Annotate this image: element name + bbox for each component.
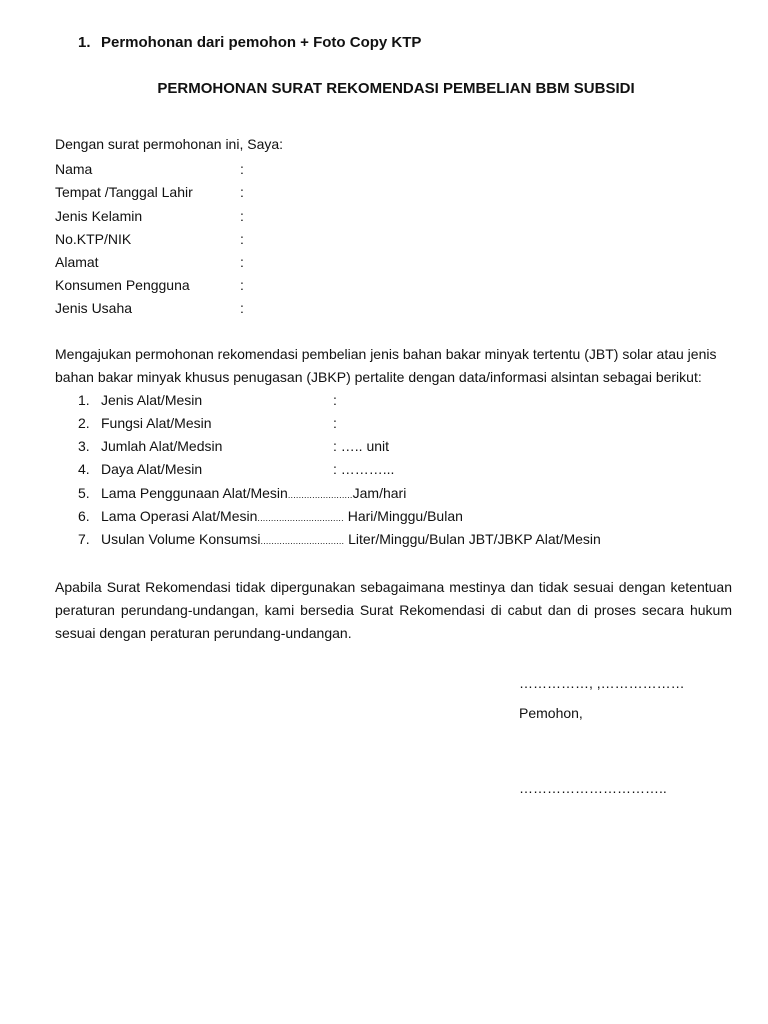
list-item-unit: Hari/Minggu/Bulan [343, 508, 463, 524]
field-label-ktp-nik: No.KTP/NIK [55, 231, 132, 247]
list-item-value: : [333, 415, 337, 431]
document-title: PERMOHONAN SURAT REKOMENDASI PEMBELIAN BBM SUBSIDI [157, 80, 635, 97]
field-label-jenis-kelamin: Jenis Kelamin [55, 208, 143, 224]
field-colon: : [240, 300, 244, 316]
closing-paragraph: Apabila Surat Rekomendasi tidak dipergunakan sebagaimana mestinya dan tidak sesuai dengan ketentuan peraturan perundang-undangan, kami bersedia Surat Rekomendasi di cabut dan di proses secara hukum sesuai dengan peraturan perundang-undangan. [55, 579, 732, 641]
list-item-label: Daya Alat/Mesin [101, 461, 203, 477]
signature-label: Pemohon, [519, 705, 583, 721]
list-item-label: Jenis Alat/Mesin [101, 392, 203, 408]
fill-in-dots: ................................ [257, 513, 344, 523]
field-label-jenis-usaha: Jenis Usaha [55, 300, 133, 316]
list-item-label: Lama Operasi Alat/Mesin [101, 508, 258, 524]
section-heading-number: 1. [78, 34, 91, 51]
section-heading-text: Permohonan dari pemohon + Foto Copy KTP [101, 34, 422, 51]
list-item-value: : [333, 392, 337, 408]
list-item-number: 7. [78, 531, 90, 547]
field-label-konsumen-pengguna: Konsumen Pengguna [55, 277, 190, 293]
list-item-unit: Liter/Minggu/Bulan JBT/JBKP Alat/Mesin [344, 531, 601, 547]
list-item-row [101, 508, 463, 524]
list-item-row [101, 531, 601, 547]
list-item-label: Lama Penggunaan Alat/Mesin [101, 485, 288, 501]
field-colon: : [240, 231, 244, 247]
field-colon: : [240, 161, 244, 177]
list-item-number: 1. [78, 392, 90, 408]
field-label-tempat-tanggal-lahir: Tempat /Tanggal Lahir [55, 184, 193, 200]
list-item-row [101, 485, 406, 501]
field-colon: : [240, 208, 244, 224]
field-colon: : [240, 184, 244, 200]
request-paragraph: Mengajukan permohonan rekomendasi pembelian jenis bahan bakar minyak tertentu (JBT) solar atau jenis bahan bakar minyak khusus penugasan (JBKP) pertalite dengan data/informasi alsintan sebagai berikut: [55, 346, 717, 385]
field-label-nama: Nama [55, 161, 93, 177]
list-item-number: 5. [78, 485, 90, 501]
list-item-unit: Jam/hari [352, 485, 407, 501]
intro-text: Dengan surat permohonan ini, Saya: [55, 136, 284, 152]
list-item-label: Usulan Volume Konsumsi [101, 531, 261, 547]
field-label-alamat: Alamat [55, 254, 99, 270]
list-item-number: 6. [78, 508, 90, 524]
list-item-number: 2. [78, 415, 90, 431]
fill-in-dots: ............................... [260, 536, 345, 546]
field-colon: : [240, 277, 244, 293]
place-date-line: ……………, ,……………… [519, 675, 685, 691]
list-item-number: 3. [78, 438, 90, 454]
section-heading [78, 34, 421, 51]
fill-in-dots: ........................ [287, 490, 353, 500]
list-item-label: Jumlah Alat/Medsin [101, 438, 223, 454]
list-item-value: : ….. unit [333, 438, 390, 454]
list-item-value: : ………... [333, 461, 395, 477]
list-item-label: Fungsi Alat/Mesin [101, 415, 212, 431]
signature-name-line: ………………………….. [519, 780, 667, 796]
field-colon: : [240, 254, 244, 270]
list-item-number: 4. [78, 461, 90, 477]
